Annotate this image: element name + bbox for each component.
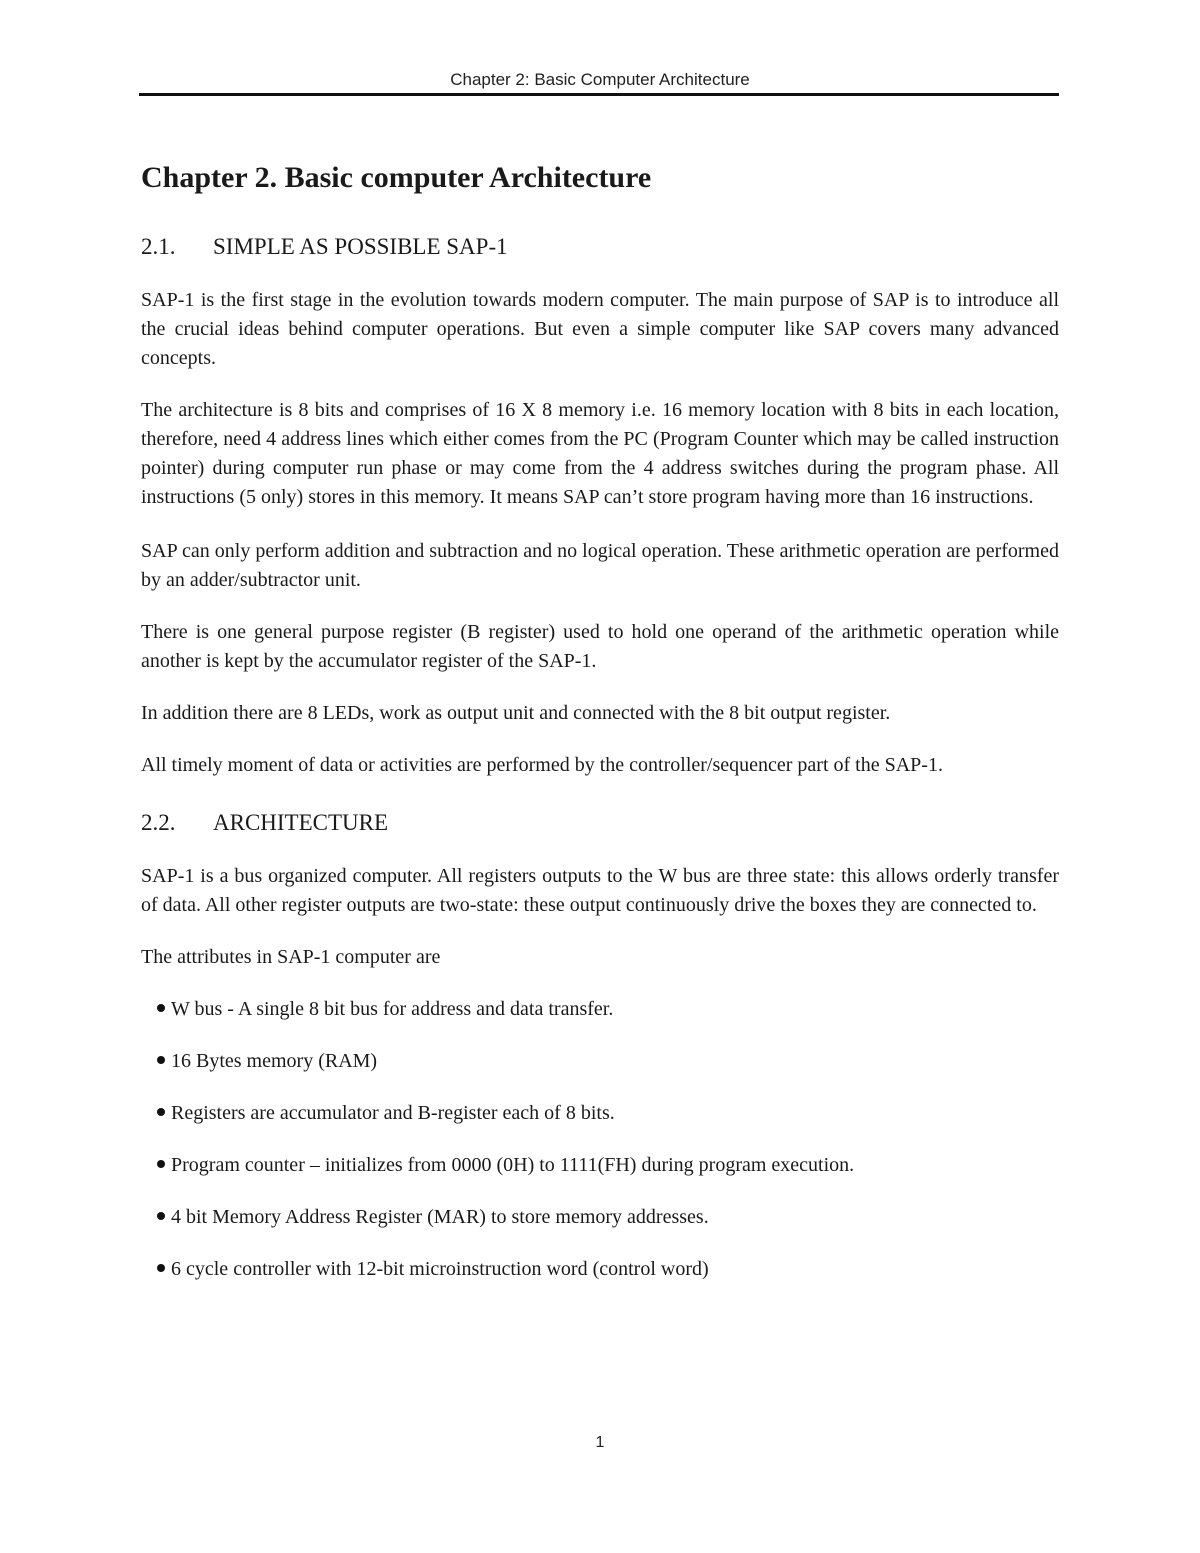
list-item-text: Program counter – initializes from 0000 (0H) to 1111(FH) during program execution. bbox=[171, 1153, 855, 1176]
list-item-text: W bus - A single 8 bit bus for address and data transfer. bbox=[171, 997, 614, 1020]
section-heading-2-1 bbox=[141, 232, 1059, 262]
section-number: 2.1. bbox=[141, 234, 176, 259]
section-number: 2.2. bbox=[141, 809, 176, 835]
paragraph: All timely moment of data or activities are performed by the controller/sequencer part of the SAP-1. bbox=[141, 753, 943, 776]
bullet-icon bbox=[157, 1212, 165, 1220]
paragraph: The attributes in SAP-1 computer are bbox=[141, 945, 441, 968]
section-heading-2-2 bbox=[141, 808, 1059, 838]
chapter-title: Chapter 2. Basic computer Architecture bbox=[141, 161, 652, 194]
list-item bbox=[141, 1099, 1059, 1128]
bullet-icon bbox=[157, 1160, 165, 1168]
list-item-text: Registers are accumulator and B-register each of 8 bits. bbox=[171, 1101, 615, 1124]
attribute-list bbox=[141, 995, 1059, 1284]
bullet-icon bbox=[157, 1004, 165, 1012]
list-item-text: 16 Bytes memory (RAM) bbox=[171, 1049, 378, 1072]
paragraph: SAP-1 is the first stage in the evolution towards modern computer. The main purpose of SAP is to introduce all the crucial ideas behind computer operations. But even a simple computer like SAP covers many advanced concepts. bbox=[141, 288, 1059, 369]
section-title: SIMPLE AS POSSIBLE SAP-1 bbox=[213, 234, 508, 259]
list-item bbox=[141, 1151, 1059, 1180]
section-title: ARCHITECTURE bbox=[213, 809, 389, 835]
list-item bbox=[141, 1047, 1059, 1076]
list-item bbox=[141, 995, 1059, 1024]
list-item bbox=[141, 1255, 1059, 1284]
running-header: Chapter 2: Basic Computer Architecture bbox=[450, 70, 750, 89]
bullet-icon bbox=[157, 1056, 165, 1064]
paragraph: SAP can only perform addition and subtraction and no logical operation. These arithmetic operation are performed by an adder/subtractor unit. bbox=[141, 539, 1059, 591]
paragraph: SAP-1 is a bus organized computer. All registers outputs to the W bus are three state: this allows orderly transfer of data. All other register outputs are two-state: these output continuously drive the boxes they are connected to. bbox=[141, 864, 1059, 916]
paragraph: The architecture is 8 bits and comprises of 16 X 8 memory i.e. 16 memory location with 8 bits in each location, therefore, need 4 address lines which either comes from the PC (Program Counter which may be called instruction pointer) during computer run phase or may come from the 4 address switches during the program phase. All instructions (5 only) stores in this memory. It means SAP can’t store program having more than 16 instructions. bbox=[141, 398, 1059, 508]
list-item-text: 4 bit Memory Address Register (MAR) to store memory addresses. bbox=[171, 1205, 709, 1228]
bullet-icon bbox=[157, 1264, 165, 1272]
list-item-text: 6 cycle controller with 12-bit microinstruction word (control word) bbox=[171, 1257, 709, 1280]
bullet-icon bbox=[157, 1108, 165, 1116]
header-rule bbox=[139, 93, 1059, 96]
paragraph: There is one general purpose register (B register) used to hold one operand of the arithmetic operation while another is kept by the accumulator register of the SAP-1. bbox=[141, 620, 1059, 672]
paragraph: In addition there are 8 LEDs, work as output unit and connected with the 8 bit output register. bbox=[141, 701, 891, 724]
page-content bbox=[141, 160, 1059, 1307]
page-number: 1 bbox=[595, 1434, 605, 1451]
list-item bbox=[141, 1203, 1059, 1232]
